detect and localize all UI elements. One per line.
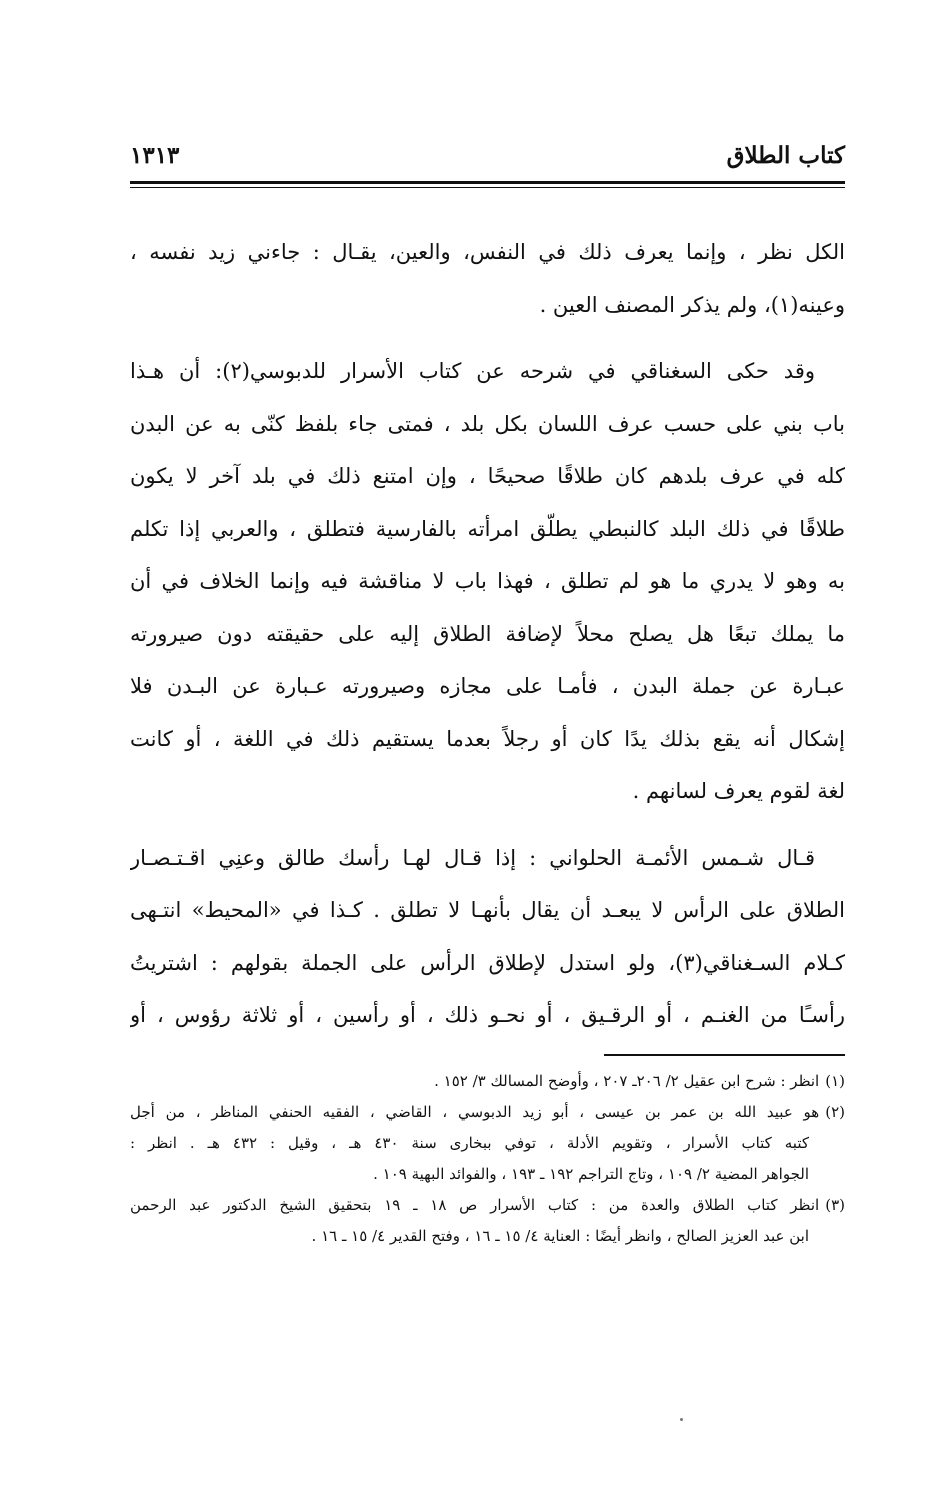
running-header bbox=[130, 140, 845, 180]
main-text bbox=[130, 226, 845, 1056]
footnote-1 bbox=[130, 1066, 845, 1097]
text-line: قـال شـمس الأئمـة الحلواني : إذا قـال لهـا رأسك طالق وعنِي اقـتـصـار bbox=[130, 845, 815, 870]
paragraph-1 bbox=[130, 226, 845, 331]
footnote-3 bbox=[130, 1190, 845, 1252]
footnote-text: انظر : شرح ابن عقيل ٢/ ٢٠٦ـ ٢٠٧ ، وأوضح المسالك ٣/ ١٥٢ . bbox=[434, 1072, 820, 1090]
paragraph-3 bbox=[130, 832, 845, 1042]
text-line: به وهو لا يدري ما هو لم تطلق ، فهذا باب لا مناقشة فيه وإنما الخلاف في أن bbox=[130, 569, 845, 593]
text-line: كله في عرف بلدهم كان طلاقًا صحيحًا ، وإن امتنع ذلك في بلد آخر لا يكون bbox=[130, 464, 845, 488]
text-line: عبـارة عن جملة البدن ، فأمـا على مجازه وصيرورته عـبارة عن البـدن فلا bbox=[130, 674, 845, 698]
footnote-text: انظر كتاب الطلاق والعدة من : كتاب الأسرار ص ١٨ ـ ١٩ بتحقيق الشيخ الدكتور عبد الرحمن bbox=[130, 1196, 820, 1214]
text-line: الطلاق على الرأس لا يبعـد أن يقال بأنهـا لا تطلق . كـذا في «المحيط» انتـهى bbox=[130, 898, 845, 922]
footnote-line: ابن عبد العزيز الصالح ، وانظر أيضًا : العناية ٤/ ١٥ ـ ١٦ ، وفتح القدير ٤/ ١٥ ـ ١٦ . bbox=[311, 1227, 809, 1245]
text-line: طلاقًا في ذلك البلد كالنبطي يطلّق امرأته بالفارسية فتطلق ، والعربي إذا تكلم bbox=[130, 516, 845, 541]
header-rule-thick bbox=[130, 181, 845, 184]
text-line: رأسـًا من الغنـم ، أو الرقـيق ، أو نحـو ذلك ، أو رأسين ، أو ثلاثة رؤوس ، أو bbox=[130, 1003, 845, 1027]
footnote-number: (٣) bbox=[825, 1196, 845, 1214]
text-line: وقد حكى السغناقي في شرحه عن كتاب الأسرار للدبوسي(٢): أن هـذا bbox=[130, 359, 815, 383]
footnote-line bbox=[130, 1190, 845, 1221]
chapter-title: كتاب الطلاق bbox=[726, 142, 845, 169]
footnote-line: كتبه كتاب الأسرار ، وتقويم الأدلة ، توفي ببخارى سنة ٤٣٠ هـ ، وقيل : ٤٣٢ هـ . انظر : bbox=[130, 1134, 809, 1152]
text-line: وعينه(١)، ولم يذكر المصنف العين . bbox=[539, 292, 845, 317]
footnote-separator bbox=[604, 1054, 845, 1056]
paragraph-2 bbox=[130, 345, 845, 818]
text-line: لغة لقوم يعرف لسانهم . bbox=[632, 779, 845, 803]
footnote-number: (٢) bbox=[825, 1103, 845, 1121]
footnote-line: الجواهر المضية ٢/ ١٠٩ ، وتاج التراجم ١٩٢ ـ ١٩٣ ، والفوائد البهية ١٠٩ . bbox=[373, 1165, 809, 1183]
footnote-2 bbox=[130, 1097, 845, 1190]
text-line: الكل نظر ، وإنما يعرف ذلك في النفس، والعين، يقـال : جاءني زيد نفسه ، bbox=[130, 240, 845, 264]
text-line: كـلام السـغناقي(٣)، ولو استدل لإطلاق الرأس على الجملة بقولهم : اشتريتُ bbox=[130, 950, 845, 975]
footnote-number: (١) bbox=[825, 1072, 845, 1090]
footnotes bbox=[130, 1066, 845, 1252]
text-line: باب بني على حسب عرف اللسان بكل بلد ، فمتى جاء بلفظ كنّى به عن البدن bbox=[130, 411, 845, 436]
text-line: ما يملك تبعًا هل يصلح محلاً لإضافة الطلاق إليه على حقيقته دون صيرورته bbox=[130, 621, 845, 646]
page-number: ١٣١٣ bbox=[130, 142, 180, 169]
footnote-line bbox=[130, 1097, 845, 1128]
footnote-line bbox=[130, 1066, 845, 1097]
scan-speck bbox=[680, 1418, 683, 1421]
footnote-text: هو عبيد الله بن عمر بن عيسى ، أبو زيد الدبوسي ، القاضي ، الفقيه الحنفي المناظر ، من أجل bbox=[130, 1103, 820, 1121]
text-line: إشكال أنه يقع بذلك يدًا كان أو رجلاً بعدما يستقيم ذلك في اللغة ، أو كانت bbox=[130, 726, 845, 751]
header-rule-thin bbox=[130, 187, 845, 188]
